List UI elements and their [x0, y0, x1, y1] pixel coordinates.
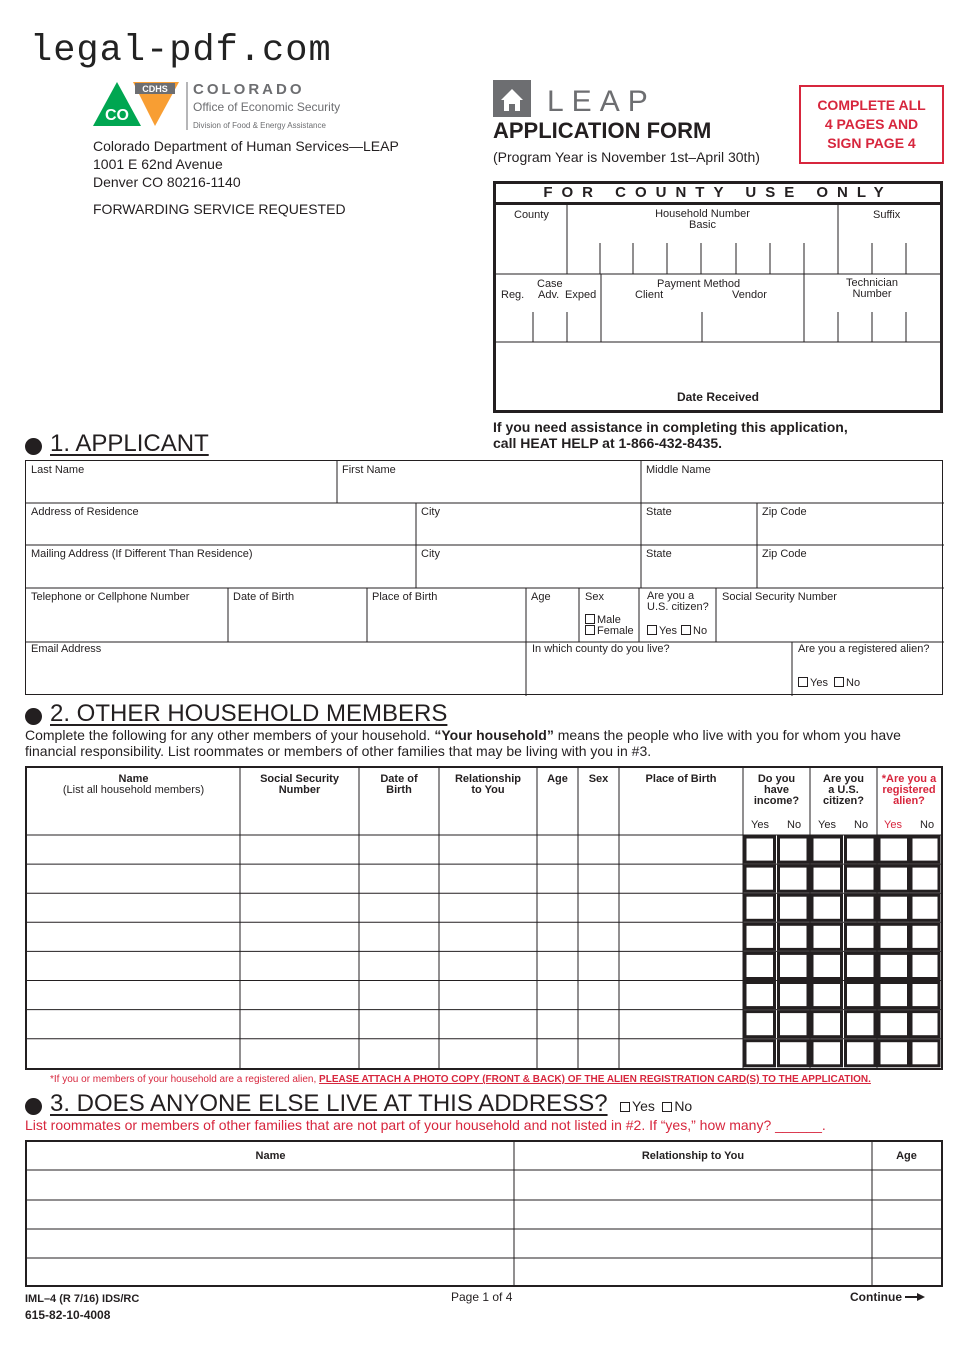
alien-no-checkbox[interactable]: No — [834, 677, 860, 689]
arrow-right-icon — [905, 1292, 925, 1302]
hh-ssn-header: Social Security Number — [260, 773, 339, 796]
answer-checkbox[interactable] — [879, 983, 909, 1008]
hh-alien-header: *Are you a registered alien? — [881, 773, 937, 807]
payment-method-label: Payment Method — [657, 278, 741, 290]
section-3-title: 3. DOES ANYONE ELSE LIVE AT THIS ADDRESS? Yes No — [25, 1090, 692, 1118]
answer-checkbox[interactable] — [879, 837, 909, 862]
answer-checkbox[interactable] — [879, 866, 909, 891]
reg-label: Reg. — [501, 289, 525, 301]
male-checkbox[interactable]: Male — [585, 614, 621, 626]
female-checkbox[interactable]: Female — [585, 625, 634, 637]
answer-checkbox[interactable] — [745, 895, 775, 920]
first-name-label: First Name — [342, 464, 396, 476]
hh-income-yes: Yes — [751, 819, 769, 831]
exped-label: Exped — [565, 289, 597, 301]
alien-question-label: Are you a registered alien? — [798, 643, 930, 655]
zip-label: Zip Code — [762, 506, 807, 518]
answer-checkbox[interactable] — [846, 924, 876, 949]
other-age-header: Age — [896, 1150, 917, 1162]
household-number-label: Household Number Basic — [655, 208, 750, 231]
mailing-address-label: Mailing Address (If Different Than Residence) — [31, 548, 253, 560]
other-name-header: Name — [255, 1150, 286, 1162]
hh-income-header: Do you have income? — [753, 773, 800, 807]
answer-checkbox[interactable] — [745, 1012, 775, 1037]
answer-checkbox[interactable] — [911, 837, 939, 862]
answer-checkbox[interactable] — [812, 866, 842, 891]
answer-checkbox[interactable] — [846, 837, 876, 862]
alien-footnote: *If you or members of your household are a registered alien, PLEASE ATTACH A PHOTO COPY (FRONT & BACK) OF THE ALIEN REGISTRATION CARD(S) TO THE APPLICATION. — [50, 1074, 871, 1085]
state-label: State — [646, 506, 672, 518]
section-1-title: 1. APPLICANT — [25, 430, 209, 458]
answer-checkbox[interactable] — [879, 1012, 909, 1037]
answer-checkbox[interactable] — [879, 953, 909, 978]
age-label: Age — [531, 591, 551, 603]
section-3-yes-checkbox[interactable]: Yes — [620, 1098, 655, 1114]
answer-checkbox[interactable] — [911, 953, 939, 978]
ssn-label: Social Security Number — [722, 591, 837, 603]
other-residents-table — [25, 1140, 943, 1287]
page-number: Page 1 of 4 — [451, 1290, 513, 1304]
answer-checkbox[interactable] — [846, 1012, 876, 1037]
case-label: Case — [537, 278, 563, 290]
other-relationship-header: Relationship to You — [641, 1150, 745, 1162]
applicant-form — [25, 460, 943, 695]
forwarding-note: FORWARDING SERVICE REQUESTED — [93, 201, 346, 217]
colorado-text: COLORADO — [193, 81, 305, 98]
answer-checkbox[interactable] — [745, 953, 775, 978]
other-residents-grid-lines — [27, 1142, 941, 1285]
co-text: CO — [105, 107, 129, 124]
mailing-city-label: City — [421, 548, 440, 560]
answer-checkbox[interactable] — [812, 924, 842, 949]
answer-checkbox[interactable] — [812, 983, 842, 1008]
dob-label: Date of Birth — [233, 591, 295, 603]
county-label: County — [514, 209, 549, 221]
suffix-label: Suffix — [873, 209, 901, 221]
county-use-box — [493, 181, 943, 413]
answer-checkbox[interactable] — [745, 983, 775, 1008]
return-address — [93, 137, 399, 191]
complete-all-notice: COMPLETE ALL 4 PAGES AND SIGN PAGE 4 — [799, 85, 944, 164]
bullet-icon — [25, 1098, 42, 1115]
alien-yes-checkbox[interactable]: Yes — [798, 677, 828, 689]
cdhs-logo-mark — [93, 80, 363, 132]
answer-checkbox[interactable] — [779, 1041, 809, 1066]
hh-citizen-yes: Yes — [818, 819, 836, 831]
cdhs-logo — [93, 80, 363, 132]
applicant-grid-lines — [26, 461, 944, 696]
address-line-2: 1001 E 62nd Avenue — [93, 156, 223, 172]
vendor-label: Vendor — [732, 289, 767, 301]
answer-checkbox[interactable] — [911, 895, 939, 920]
place-of-birth-label: Place of Birth — [372, 591, 438, 603]
answer-checkbox[interactable] — [911, 866, 939, 891]
hh-citizen-header: Are you a U.S. citizen? — [823, 773, 864, 807]
answer-checkbox[interactable] — [745, 866, 775, 891]
answer-checkbox[interactable] — [812, 953, 842, 978]
household-grid-lines — [27, 768, 941, 1068]
answer-checkbox[interactable] — [846, 866, 876, 891]
county-use-title: FOR COUNTY USE ONLY — [496, 184, 940, 205]
client-label: Client — [635, 289, 664, 301]
bullet-icon — [25, 708, 42, 725]
form-code: IML–4 (R 7/16) IDS/RC 615-82-10-4008 — [25, 1293, 140, 1322]
answer-checkbox[interactable] — [911, 983, 939, 1008]
answer-checkbox[interactable] — [745, 924, 775, 949]
hh-pob-header: Place of Birth — [645, 773, 717, 785]
answer-checkbox[interactable] — [745, 1041, 775, 1066]
date-received-label: Date Received — [676, 390, 760, 404]
answer-checkbox[interactable] — [812, 837, 842, 862]
office-text: Office of Economic Security — [193, 100, 341, 114]
assistance-note: If you need assistance in completing this application, call HEAT HELP at 1-866-432-8435. — [493, 419, 848, 451]
answer-checkbox[interactable] — [745, 837, 775, 862]
answer-checkbox[interactable] — [779, 953, 809, 978]
answer-checkbox[interactable] — [911, 1041, 939, 1066]
answer-checkbox[interactable] — [779, 1012, 809, 1037]
county-use-grid — [496, 205, 940, 410]
hh-alien-yes: Yes — [884, 819, 902, 831]
answer-checkbox[interactable] — [779, 866, 809, 891]
program-year: (Program Year is November 1st–April 30th) — [493, 149, 760, 165]
section-3-description: List roommates or members of other families that are not part of your household and not listed in #2. If “yes,” how many? ______. — [25, 1117, 826, 1133]
answer-checkbox[interactable] — [879, 1041, 909, 1066]
hh-sex-header: Sex — [588, 773, 609, 785]
email-label: Email Address — [31, 643, 102, 655]
answer-checkbox[interactable] — [879, 895, 909, 920]
hh-age-header: Age — [547, 773, 568, 785]
citizen-no-checkbox[interactable]: No — [681, 625, 707, 637]
answer-checkbox[interactable] — [812, 1012, 842, 1037]
answer-checkbox[interactable] — [846, 895, 876, 920]
answer-checkbox[interactable] — [911, 924, 939, 949]
household-members-table — [25, 766, 943, 1070]
bullet-icon — [25, 438, 42, 455]
last-name-label: Last Name — [31, 464, 85, 476]
answer-checkbox[interactable] — [846, 1041, 876, 1066]
cdhs-text: CDHS — [142, 84, 168, 94]
continue-label: Continue — [850, 1290, 925, 1304]
citizen-yes-checkbox[interactable]: Yes — [647, 625, 677, 637]
technician-label: Technician Number — [846, 277, 898, 300]
mailing-state-label: State — [646, 548, 672, 560]
address-line-1: Colorado Department of Human Services—LEAP — [93, 138, 399, 154]
telephone-label: Telephone or Cellphone Number — [31, 591, 190, 603]
answer-checkbox[interactable] — [779, 837, 809, 862]
answer-checkbox[interactable] — [846, 983, 876, 1008]
middle-name-label: Middle Name — [646, 464, 711, 476]
mailing-zip-label: Zip Code — [762, 548, 807, 560]
answer-checkbox[interactable] — [879, 924, 909, 949]
county-question-label: In which county do you live? — [532, 643, 670, 655]
answer-checkbox[interactable] — [779, 924, 809, 949]
hh-relationship-header: Relationship to You — [454, 773, 521, 796]
section-2-title: 2. OTHER HOUSEHOLD MEMBERS — [25, 700, 447, 728]
answer-checkbox[interactable] — [812, 895, 842, 920]
citizen-question: Are you a U.S. citizen? — [647, 590, 709, 613]
section-2-description: Complete the following for any other members of your household. “Your household” means the people who live with you for whom you have financial responsibility. List roommates or members of other families that may be living with you in #3. — [25, 727, 901, 759]
residence-address-label: Address of Residence — [31, 506, 139, 518]
watermark: legal-pdf.com — [30, 30, 332, 72]
hh-dob-header: Date of Birth — [380, 773, 418, 796]
division-text: Division of Food & Energy Assistance — [193, 121, 326, 130]
answer-checkbox[interactable] — [812, 1041, 842, 1066]
answer-checkbox[interactable] — [911, 1012, 939, 1037]
answer-checkbox[interactable] — [846, 953, 876, 978]
sex-label: Sex — [585, 591, 604, 603]
leap-text: LEAP — [547, 85, 656, 118]
hh-income-no: No — [787, 819, 802, 831]
city-label: City — [421, 506, 440, 518]
adv-label: Adv. — [538, 289, 560, 301]
section-3-no-checkbox[interactable]: No — [662, 1098, 692, 1114]
address-line-3: Denver CO 80216-1140 — [93, 174, 241, 190]
answer-checkbox[interactable] — [779, 983, 809, 1008]
hh-name-header: Name (List all household members) — [62, 773, 205, 796]
form-title: APPLICATION FORM — [493, 118, 712, 143]
hh-alien-no: No — [920, 819, 935, 831]
answer-checkbox[interactable] — [779, 895, 809, 920]
hh-citizen-no: No — [854, 819, 869, 831]
